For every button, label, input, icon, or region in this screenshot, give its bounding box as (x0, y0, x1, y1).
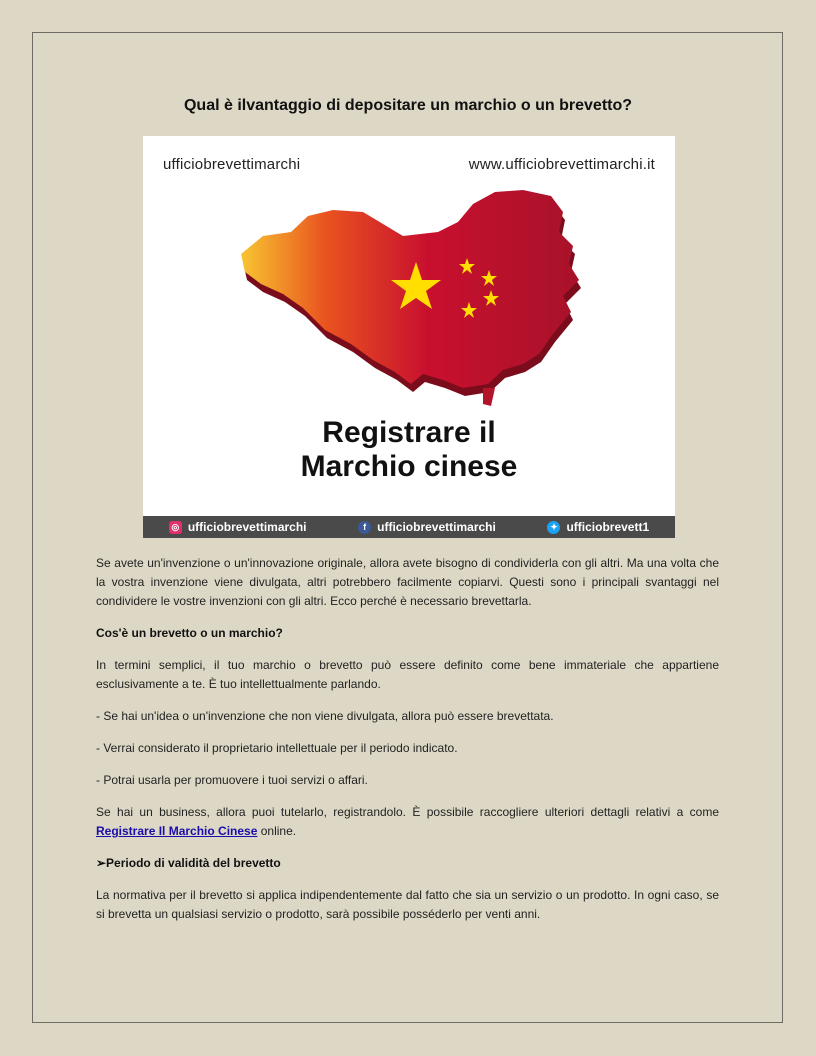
paragraph: In termini semplici, il tuo marchio o brevetto può essere definito come bene immateriale che appartiene esclusivamente a te. È tuo intellettualmente parlando. (96, 658, 719, 691)
china-flag-map-icon (233, 184, 593, 424)
bullet-item: - Verrai considerato il proprietario intellettuale per il periodo indicato. (96, 741, 458, 755)
instagram-icon: ◎ (169, 521, 182, 534)
hero-image (143, 136, 675, 538)
registrare-marchio-cinese-link[interactable]: Registrare Il Marchio Cinese (96, 824, 258, 838)
paragraph: La normativa per il brevetto si applica indipendentemente dal fatto che sia un servizio o un prodotto. In ogni caso, se si brevetta un qualsiasi servizio o prodotto, sarà possibile posséderlo per venti anni. (96, 888, 719, 921)
social-facebook (358, 520, 496, 534)
paragraph-text: Se hai un business, allora puoi tutelarlo, registrandolo. È possibile raccogliere ulteriori dettagli relativi a come (96, 805, 719, 819)
instagram-handle: ufficiobrevettimarchi (187, 520, 307, 534)
social-instagram (169, 520, 307, 534)
hero-headline-line2: Marchio cinese (300, 450, 518, 483)
hero-website: www.ufficiobrevettimarchi.it (468, 156, 655, 173)
paragraph-text: online. (257, 824, 297, 838)
section-heading: ➢Periodo di validità del brevetto (96, 856, 281, 870)
hero-brand-name: ufficiobrevettimarchi (163, 156, 301, 173)
hero-headline (143, 416, 675, 484)
paragraph-with-link (96, 803, 719, 841)
hero-headline-line1: Registrare il (322, 416, 496, 449)
twitter-handle: ufficiobrevett1 (566, 520, 650, 534)
bullet-item: - Potrai usarla per promuovere i tuoi servizi o affari. (96, 773, 368, 787)
article-body (96, 554, 719, 937)
social-twitter (547, 520, 649, 534)
paragraph: Se avete un'invenzione o un'innovazione originale, allora avete bisogno di condividerla con gli altri. Ma una volta che la vostra invenzione viene divulgata, altri potrebbero facilmente copiarvi. Questi sono i principali svantaggi nel condividere le vostre invenzioni con gli altri. Ecco perché è necessario brevettarla. (96, 556, 719, 608)
section-heading: Cos'è un brevetto o un marchio? (96, 626, 283, 640)
social-bar (143, 516, 675, 538)
facebook-icon: f (358, 521, 371, 534)
facebook-handle: ufficiobrevettimarchi (377, 520, 496, 534)
twitter-icon: ✦ (547, 521, 560, 534)
bullet-item: - Se hai un'idea o un'invenzione che non viene divulgata, allora può essere brevettata. (96, 709, 554, 723)
page-title: Qual è ilvantaggio di depositare un marchio o un brevetto? (183, 97, 633, 114)
